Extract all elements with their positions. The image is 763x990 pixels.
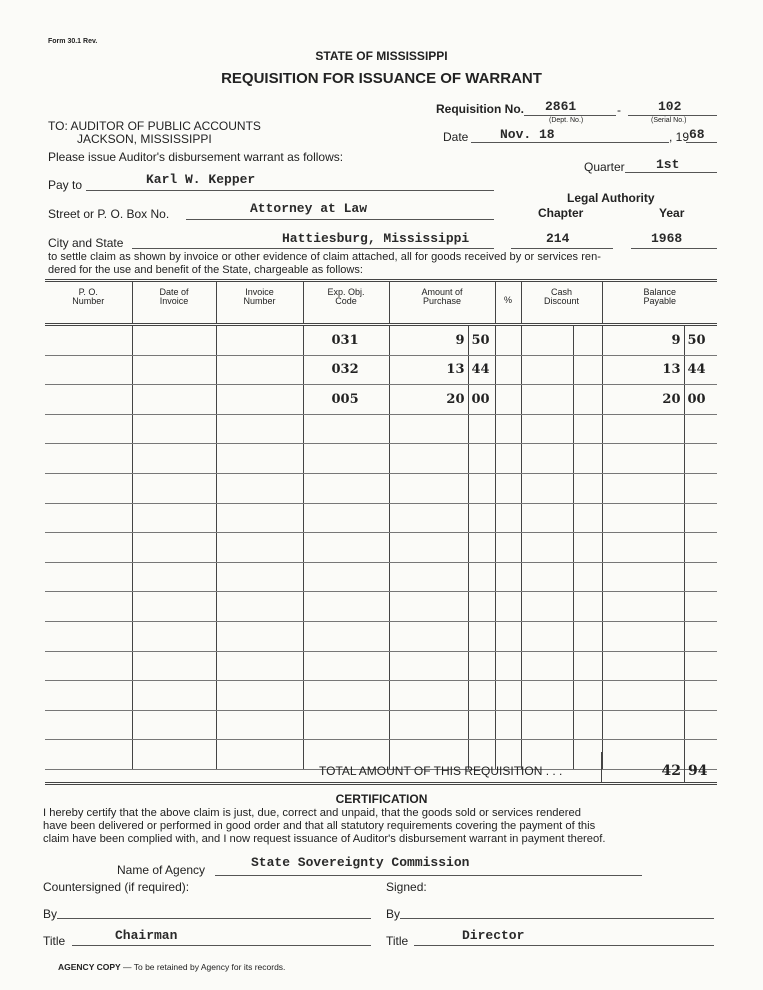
legal-year-value: 1968 [651,231,683,246]
discount-cents-cell [573,444,602,474]
discount-dollars-cell [521,473,573,503]
amount-cents-cell: 44 [468,355,495,385]
total-cents: 94 [688,763,708,779]
table-row [45,621,717,651]
amount-dollars-cell: 9 [389,325,468,356]
po-cell [45,385,132,415]
invoice-cell [216,355,303,385]
pct-cell [495,651,521,681]
balance-cents-cell [684,681,717,711]
table-row [45,385,717,415]
invoice-cell [216,503,303,533]
discount-dollars-cell [521,385,573,415]
balance-dollars-cell: 20 [602,385,684,415]
obj-code-cell [303,414,389,444]
po-cell [45,444,132,474]
discount-cents-cell [573,562,602,592]
serial-no-caption: (Serial No.) [651,117,687,124]
po-cell [45,710,132,740]
amount-dollars-cell [389,503,468,533]
obj-code-cell [303,533,389,563]
city-value: Hattiesburg, Mississippi [282,231,470,246]
po-cell [45,592,132,622]
po-cell [45,562,132,592]
to-line-1: TO: AUDITOR OF PUBLIC ACCOUNTS [48,119,261,133]
quarter-label: Quarter [584,160,625,174]
total-label: TOTAL AMOUNT OF THIS REQUISITION . . . [319,764,563,778]
pct-cell [495,325,521,356]
agency-copy-note: AGENCY COPY — To be retained by Agency for its records. [58,962,286,972]
certification-title: CERTIFICATION [335,792,428,806]
date-cell [132,355,216,385]
amount-dollars-cell [389,621,468,651]
balance-cents-cell [684,621,717,651]
invoice-cell [216,710,303,740]
discount-dollars-cell [521,444,573,474]
invoice-cell [216,444,303,474]
balance-dollars-cell: 13 [602,355,684,385]
discount-cents-cell [573,592,602,622]
page-title: REQUISITION FOR ISSUANCE OF WARRANT [221,70,542,87]
pct-cell [495,681,521,711]
col-pct-header: % [495,281,521,325]
title-right-label: Title [386,934,409,948]
signed-label: Signed: [386,880,427,894]
amount-cents-cell [468,414,495,444]
invoice-cell [216,621,303,651]
balance-cents-cell: 00 [684,385,717,415]
amount-cents-cell [468,651,495,681]
invoice-cell [216,325,303,356]
balance-dollars-cell [602,414,684,444]
discount-cents-cell [573,533,602,563]
dept-no-value: 2861 [545,99,577,114]
date-value: Nov. 18 [500,127,555,142]
balance-cents-cell [684,710,717,740]
col-obj-header: Exp. Obj. Code [303,281,389,325]
table-row [45,414,717,444]
pct-cell [495,414,521,444]
table-row [45,355,717,385]
amount-cents-cell [468,621,495,651]
amount-dollars-cell [389,473,468,503]
balance-cents-cell [684,444,717,474]
pct-cell [495,385,521,415]
pct-cell [495,621,521,651]
invoice-cell [216,473,303,503]
pct-cell [495,473,521,503]
table-row [45,473,717,503]
quarter-value: 1st [656,157,680,172]
amount-dollars-cell: 13 [389,355,468,385]
table-header-row [45,281,717,325]
amount-dollars-cell [389,414,468,444]
amount-dollars-cell [389,444,468,474]
amount-cents-cell [468,503,495,533]
pct-cell [495,444,521,474]
to-line-2: JACKSON, MISSISSIPPI [77,132,212,146]
date-cell [132,385,216,415]
chapter-heading: Chapter [538,206,584,220]
discount-cents-cell [573,473,602,503]
street-value: Attorney at Law [250,201,368,216]
certification-text-2: have been delivered or performed in good order and that all statutory requirements covering the payment of this [43,820,596,832]
amount-cents-cell [468,562,495,592]
amount-dollars-cell [389,533,468,563]
discount-cents-cell [573,503,602,533]
date-cell [132,710,216,740]
balance-cents-cell [684,473,717,503]
amount-dollars-cell [389,651,468,681]
po-cell [45,473,132,503]
pay-to-value: Karl W. Kepper [146,172,256,187]
po-cell [45,503,132,533]
amount-cents-cell [468,592,495,622]
balance-cents-cell [684,533,717,563]
amount-cents-cell [468,473,495,503]
year-heading: Year [659,206,685,220]
obj-code-cell: 031 [303,325,389,356]
date-cell [132,533,216,563]
table-row [45,325,717,356]
balance-cents-cell [684,592,717,622]
pay-to-label: Pay to [48,178,83,192]
amount-cents-cell: 00 [468,385,495,415]
balance-dollars-cell [602,592,684,622]
amount-cents-cell [468,710,495,740]
discount-cents-cell [573,355,602,385]
certification-text-3: claim have been complied with, and I now request issuance of Auditor's disbursement warrant in payment thereof. [43,833,606,845]
invoice-cell [216,385,303,415]
dept-no-caption: (Dept. No.) [549,117,584,124]
table-row [45,681,717,711]
pct-cell [495,710,521,740]
discount-cents-cell [573,325,602,356]
discount-dollars-cell [521,681,573,711]
year-value: 68 [689,127,705,142]
table-row [45,533,717,563]
invoice-cell [216,651,303,681]
invoice-cell [216,414,303,444]
discount-dollars-cell [521,562,573,592]
settle-text-2: dered for the use and benefit of the State, chargeable as follows: [48,264,363,276]
invoice-cell [216,533,303,563]
amount-dollars-cell [389,710,468,740]
countersigned-label: Countersigned (if required): [43,880,190,894]
po-cell [45,621,132,651]
amount-dollars-cell [389,562,468,592]
pct-cell [495,355,521,385]
discount-cents-cell [573,651,602,681]
agency-label: Name of Agency [117,863,206,877]
date-cell [132,444,216,474]
invoice-cell [216,592,303,622]
amount-dollars-cell: 20 [389,385,468,415]
year-prefix: , 19 [669,130,690,144]
certification-text-1: I hereby certify that the above claim is just, due, correct and unpaid, that the goods sold or services rendered [43,807,581,819]
date-cell [132,681,216,711]
balance-dollars-cell [602,651,684,681]
amount-cents-cell [468,681,495,711]
discount-dollars-cell [521,355,573,385]
table-row [45,592,717,622]
discount-cents-cell [573,710,602,740]
dash-separator: - [617,103,621,117]
discount-dollars-cell [521,325,573,356]
table-row [45,444,717,474]
pct-cell [495,533,521,563]
col-po-header: P. O. Number [45,281,132,325]
state-heading: STATE OF MISSISSIPPI [315,49,448,63]
balance-cents-cell [684,562,717,592]
table-row [45,651,717,681]
obj-code-cell [303,444,389,474]
date-cell [132,651,216,681]
obj-code-cell [303,681,389,711]
pct-cell [495,562,521,592]
balance-dollars-cell [602,621,684,651]
discount-cents-cell [573,621,602,651]
balance-dollars-cell [602,562,684,592]
date-cell [132,592,216,622]
po-cell [45,651,132,681]
by-right-label: By [386,907,401,921]
legal-authority-heading: Legal Authority [567,191,655,205]
balance-dollars-cell [602,473,684,503]
balance-cents-cell [684,503,717,533]
amount-cents-cell: 50 [468,325,495,356]
amount-cents-cell [468,444,495,474]
requisition-label: Requisition No. [436,102,524,116]
amount-dollars-cell [389,681,468,711]
by-left-label: By [43,907,58,921]
po-cell [45,681,132,711]
obj-code-cell [303,710,389,740]
obj-code-cell [303,651,389,681]
table-row [45,710,717,740]
date-label: Date [443,130,469,144]
col-balance-header: Balance Payable [602,281,717,325]
balance-dollars-cell [602,503,684,533]
balance-dollars-cell [602,533,684,563]
po-cell [45,533,132,563]
total-dollars: 42 [661,763,681,779]
amount-cents-cell [468,533,495,563]
balance-cents-cell [684,414,717,444]
po-cell [45,414,132,444]
date-cell [132,414,216,444]
balance-cents-cell [684,651,717,681]
invoice-cell [216,681,303,711]
balance-dollars-cell: 9 [602,325,684,356]
title-left-value: Chairman [115,928,178,943]
amount-dollars-cell [389,592,468,622]
balance-dollars-cell [602,444,684,474]
balance-cents-cell: 44 [684,355,717,385]
street-label: Street or P. O. Box No. [48,207,170,221]
date-cell [132,325,216,356]
obj-code-cell [303,562,389,592]
discount-cents-cell [573,681,602,711]
discount-dollars-cell [521,621,573,651]
obj-code-cell: 005 [303,385,389,415]
balance-dollars-cell [602,710,684,740]
title-left-label: Title [43,934,66,948]
po-cell [45,355,132,385]
agency-value: State Sovereignty Commission [251,855,470,870]
discount-dollars-cell [521,710,573,740]
table-row [45,562,717,592]
title-right-value: Director [462,928,525,943]
discount-cents-cell [573,385,602,415]
claim-table [45,279,717,770]
col-invoice-header: Invoice Number [216,281,303,325]
form-number: Form 30.1 Rev. [48,38,98,45]
invoice-cell [216,562,303,592]
date-cell [132,503,216,533]
obj-code-cell [303,473,389,503]
balance-dollars-cell [602,681,684,711]
serial-no-value: 102 [658,99,682,114]
date-cell [132,473,216,503]
city-label: City and State [48,236,124,250]
discount-dollars-cell [521,592,573,622]
date-cell [132,562,216,592]
discount-dollars-cell [521,503,573,533]
po-cell [45,325,132,356]
obj-code-cell [303,503,389,533]
obj-code-cell [303,592,389,622]
pct-cell [495,503,521,533]
pct-cell [495,592,521,622]
col-discount-header: Cash Discount [521,281,602,325]
please-issue-text: Please issue Auditor's disbursement warrant as follows: [48,150,344,164]
discount-dollars-cell [521,414,573,444]
obj-code-cell [303,621,389,651]
chapter-value: 214 [546,231,570,246]
table-row [45,503,717,533]
discount-dollars-cell [521,651,573,681]
col-amount-header: Amount of Purchase [389,281,495,325]
settle-text-1: to settle claim as shown by invoice or other evidence of claim attached, all for goods received by or services ren- [48,251,601,263]
discount-cents-cell [573,414,602,444]
balance-cents-cell: 50 [684,325,717,356]
col-date-header: Date of Invoice [132,281,216,325]
obj-code-cell: 032 [303,355,389,385]
discount-dollars-cell [521,533,573,563]
date-cell [132,621,216,651]
